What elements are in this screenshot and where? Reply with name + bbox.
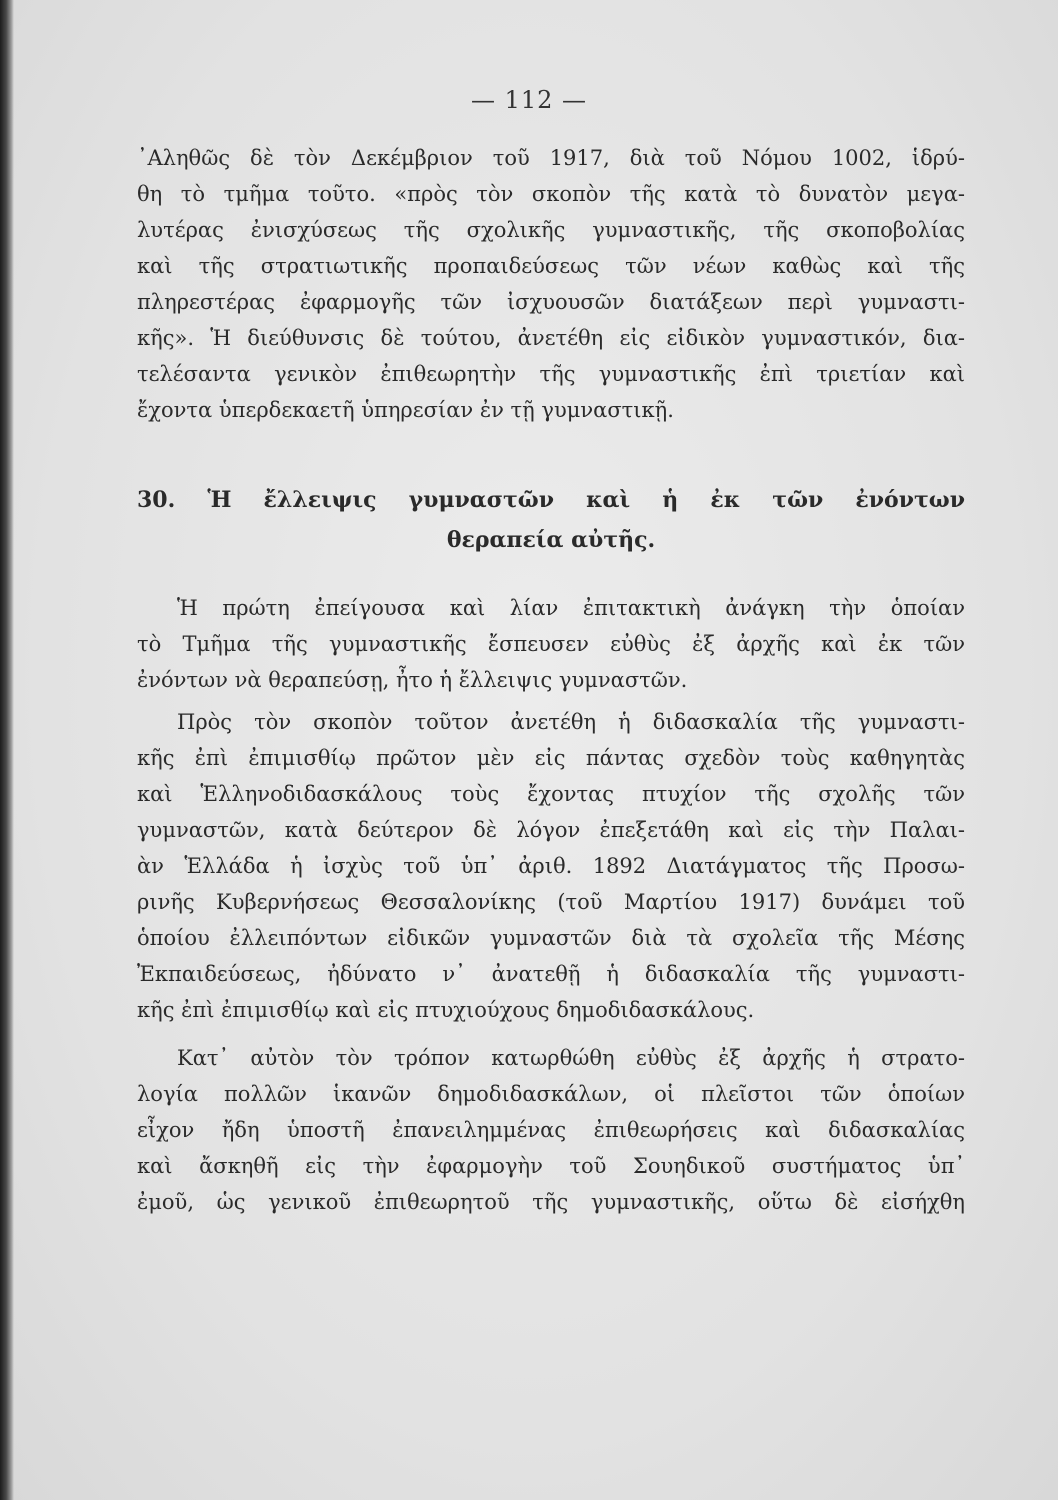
scan-edge-shadow <box>0 0 14 1500</box>
paragraph-3 <box>137 704 965 1028</box>
section-heading-line-1 <box>137 480 965 520</box>
paragraph-4 <box>137 1040 965 1220</box>
paragraph-2 <box>137 590 965 698</box>
text-line: θη τὸ τμῆμα τοῦτο. «πρὸς τὸν σκοπὸν τῆς κατὰ τὸ δυνατὸν μεγα- <box>137 182 965 206</box>
text-line: ᾿Αληθῶς δὲ τὸν Δεκέμβριον τοῦ 1917, διὰ τοῦ Νόμου 1002, ἱδρύ- <box>137 146 965 170</box>
text-line: λογία πολλῶν ἱκανῶν δημοδιδασκάλων, οἱ πλεῖστοι τῶν ὁποίων <box>137 1082 965 1106</box>
text-line: ἐνόντων νὰ θεραπεύσῃ, ἦτο ἡ ἔλλειψις γυμναστῶν. <box>137 668 688 692</box>
section-number: 30. <box>137 487 176 513</box>
text-line: τὸ Τμῆμα τῆς γυμναστικῆς ἔσπευσεν εὐθὺς ἐξ ἀρχῆς καὶ ἐκ τῶν <box>137 632 965 656</box>
text-line: ἔχοντα ὑπερδεκαετῆ ὑπηρεσίαν ἐν τῇ γυμναστικῇ. <box>137 398 674 422</box>
text-line: κῆς ἐπὶ ἐπιμισθίῳ καὶ εἰς πτυχιούχους δημοδιδασκάλους. <box>137 998 755 1022</box>
section-heading-line-2: θεραπεία αὐτῆς. <box>446 527 656 553</box>
text-line: Ἐκπαιδεύσεως, ἠδύνατο ν᾿ ἀνατεθῇ ἡ διδασκαλία τῆς γυμναστι- <box>137 962 965 986</box>
text-line: ρινῆς Κυβερνήσεως Θεσσαλονίκης (τοῦ Μαρτίου 1917) δυνάμει τοῦ <box>137 890 965 914</box>
section-heading <box>137 480 965 560</box>
text-line: πληρεστέρας ἐφαρμογῆς τῶν ἰσχυουσῶν διατάξεων περὶ γυμναστι- <box>137 290 965 314</box>
text-line: Πρὸς τὸν σκοπὸν τοῦτον ἀνετέθη ἡ διδασκαλία τῆς γυμναστι- <box>177 710 965 734</box>
text-line: καὶ ἄσκηθῆ εἰς τὴν ἐφαρμογὴν τοῦ Σουηδικοῦ συστήματος ὑπ᾿ <box>137 1154 965 1178</box>
paragraph-1 <box>137 140 965 428</box>
text-line: ἐμοῦ, ὡς γενικοῦ ἐπιθεωρητοῦ τῆς γυμναστικῆς, οὕτω δὲ εἰσήχθη <box>137 1190 965 1214</box>
text-line: κῆς». Ἡ διεύθυνσις δὲ τούτου, ἀνετέθη εἰς εἰδικὸν γυμναστικόν, δια- <box>137 326 965 350</box>
text-line: Κατ᾿ αὐτὸν τὸν τρόπον κατωρθώθη εὐθὺς ἐξ ἀρχῆς ἡ στρατο- <box>177 1046 965 1070</box>
page-number: — 112 — <box>470 86 588 114</box>
text-line: καὶ Ἑλληνοδιδασκάλους τοὺς ἔχοντας πτυχίον τῆς σχολῆς τῶν <box>137 782 965 806</box>
text-line: γυμναστῶν, κατὰ δεύτερον δὲ λόγον ἐπεξετάθη καὶ εἰς τὴν Παλαι- <box>137 818 965 842</box>
text-line: ὰν Ἑλλάδα ἡ ἰσχὺς τοῦ ὑπ᾿ ἀριθ. 1892 Διατάγματος τῆς Προσω- <box>137 854 965 878</box>
text-line: Ἡ πρώτη ἐπείγουσα καὶ λίαν ἐπιτακτικὴ ἀνάγκη τὴν ὁποίαν <box>177 596 965 620</box>
text-line: τελέσαντα γενικὸν ἐπιθεωρητὴν τῆς γυμναστικῆς ἐπὶ τριετίαν καὶ <box>137 362 965 386</box>
text-line: κῆς ἐπὶ ἐπιμισθίῳ πρῶτον μὲν εἰς πάντας σχεδὸν τοὺς καθηγητὰς <box>137 746 965 770</box>
section-title-text: Ἡ ἔλλειψις γυμναστῶν καὶ ἡ ἐκ τῶν ἐνόντων <box>207 487 965 513</box>
text-line: καὶ τῆς στρατιωτικῆς προπαιδεύσεως τῶν νέων καθὼς καὶ τῆς <box>137 254 965 278</box>
text-line: λυτέρας ἐνισχύσεως τῆς σχολικῆς γυμναστικῆς, τῆς σκοποβολίας <box>137 218 965 242</box>
text-line: εἶχον ἤδη ὑποστῆ ἐπανειλημμένας ἐπιθεωρήσεις καὶ διδασκαλίας <box>137 1118 965 1142</box>
text-line: ὁποίου ἐλλειπόντων εἰδικῶν γυμναστῶν διὰ τὰ σχολεῖα τῆς Μέσης <box>137 926 965 950</box>
